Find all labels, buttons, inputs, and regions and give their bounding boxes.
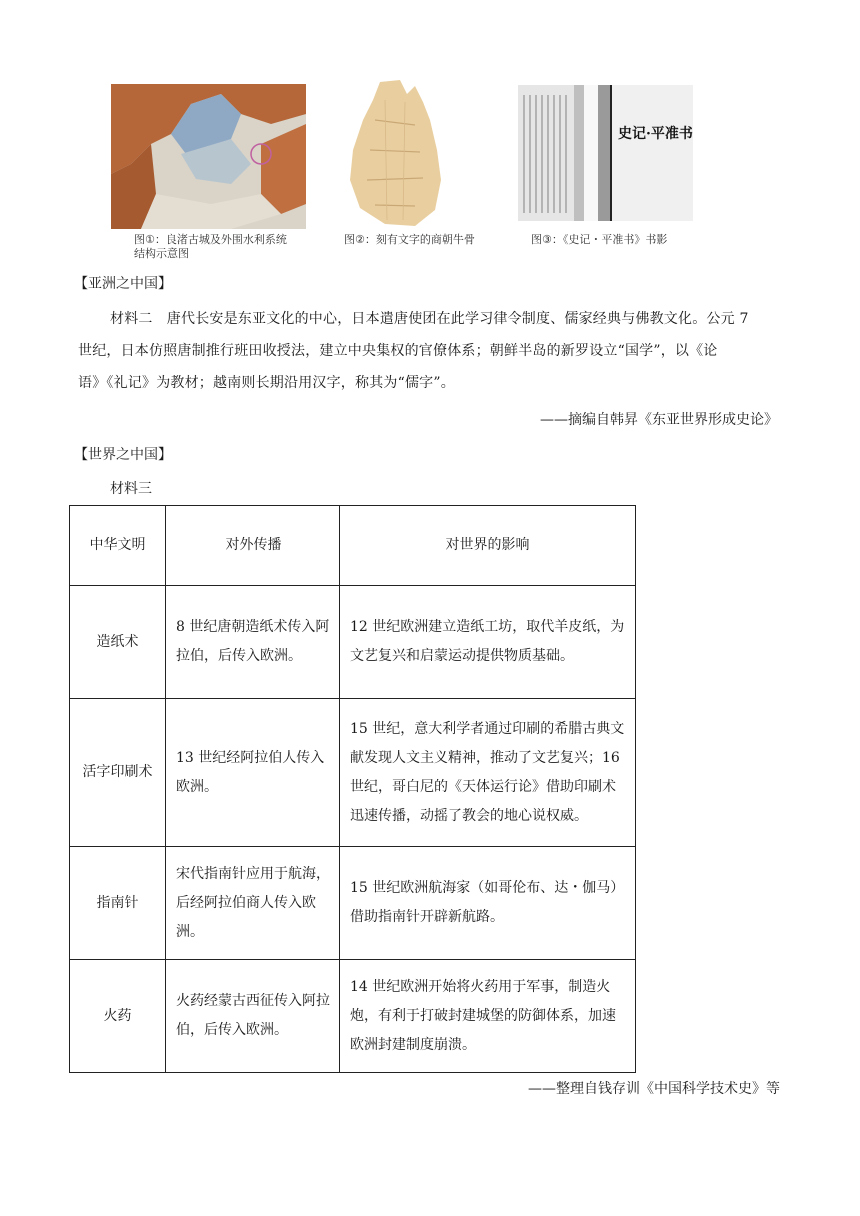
table-row [70, 960, 636, 1073]
material-two-line-2: 世纪，日本仿照唐制推行班田收授法，建立中央集权的官僚体系；朝鲜半岛的新罗设立“国学”，以《论 [78, 343, 718, 359]
book-title-calligraphy: 史记·平准书 [618, 126, 693, 142]
cell-spread: 宋代指南针应用于航海，后经阿拉伯商人传入欧洲。 [166, 847, 340, 960]
cell-name: 活字印刷术 [70, 699, 166, 847]
cell-spread: 8 世纪唐朝造纸术传入阿拉伯，后传入欧洲。 [166, 586, 340, 699]
material-two-line-1: 材料二 唐代长安是东亚文化的中心，日本遣唐使团在此学习律令制度、儒家经典与佛教文化。公元 7 [110, 311, 749, 327]
figure-oracle-bone [345, 80, 445, 228]
material-three-source: ——整理自钱存训《中国科学技术史》等 [528, 1081, 780, 1097]
table-header-row [70, 506, 636, 586]
header-civilization: 中华文明 [70, 506, 166, 586]
cell-impact: 12 世纪欧洲建立造纸工坊，取代羊皮纸，为文艺复兴和启蒙运动提供物质基础。 [340, 586, 636, 699]
cell-impact: 15 世纪欧洲航海家（如哥伦布、达・伽马）借助指南针开辟新航路。 [340, 847, 636, 960]
figure-1-caption [134, 233, 314, 261]
section-heading-asia: 【亚洲之中国】 [74, 276, 172, 292]
figure-2-caption: 图②：刻有文字的商朝牛骨 [344, 233, 475, 246]
table-row [70, 847, 636, 960]
material-two-line-3: 语》《礼记》为教材；越南则长期沿用汉字，称其为“儒字”。 [78, 375, 455, 391]
material-two-source: ——摘编自韩昇《东亚世界形成史论》 [540, 412, 778, 428]
figure-1-caption-line1: 图①：良渚古城及外围水利系统 [134, 233, 287, 246]
cell-name: 造纸术 [70, 586, 166, 699]
terrain-map-image [111, 84, 306, 229]
cell-name: 火药 [70, 960, 166, 1073]
figure-3-caption: 图③：《史记・平准书》书影 [531, 233, 668, 246]
section-heading-world: 【世界之中国】 [74, 447, 172, 463]
cell-impact: 14 世纪欧洲开始将火药用于军事，制造火炮，有利于打破封建城堡的防御体系，加速欧洲封建制度崩溃。 [340, 960, 636, 1073]
book-page-image [518, 85, 693, 221]
spread-impact-table [69, 505, 636, 1073]
cell-impact: 15 世纪，意大利学者通过印刷的希腊古典文献发现人文主义精神，推动了文艺复兴；16 世纪，哥白尼的《天体运行论》借助印刷术迅速传播，动摇了教会的地心说权威。 [340, 699, 636, 847]
cell-name: 指南针 [70, 847, 166, 960]
table-row [70, 699, 636, 847]
cell-spread: 13 世纪经阿拉伯人传入欧洲。 [166, 699, 340, 847]
figure-shiji-book [518, 85, 693, 221]
table-row [70, 586, 636, 699]
figure-liangzhu-map [111, 84, 306, 229]
material-three-label: 材料三 [110, 481, 152, 497]
material-two-paragraph [78, 303, 782, 399]
figure-1-caption-line2: 结构示意图 [134, 247, 189, 260]
header-spread: 对外传播 [166, 506, 340, 586]
header-impact: 对世界的影响 [340, 506, 636, 586]
oracle-bone-image [345, 80, 445, 228]
cell-spread: 火药经蒙古西征传入阿拉伯，后传入欧洲。 [166, 960, 340, 1073]
